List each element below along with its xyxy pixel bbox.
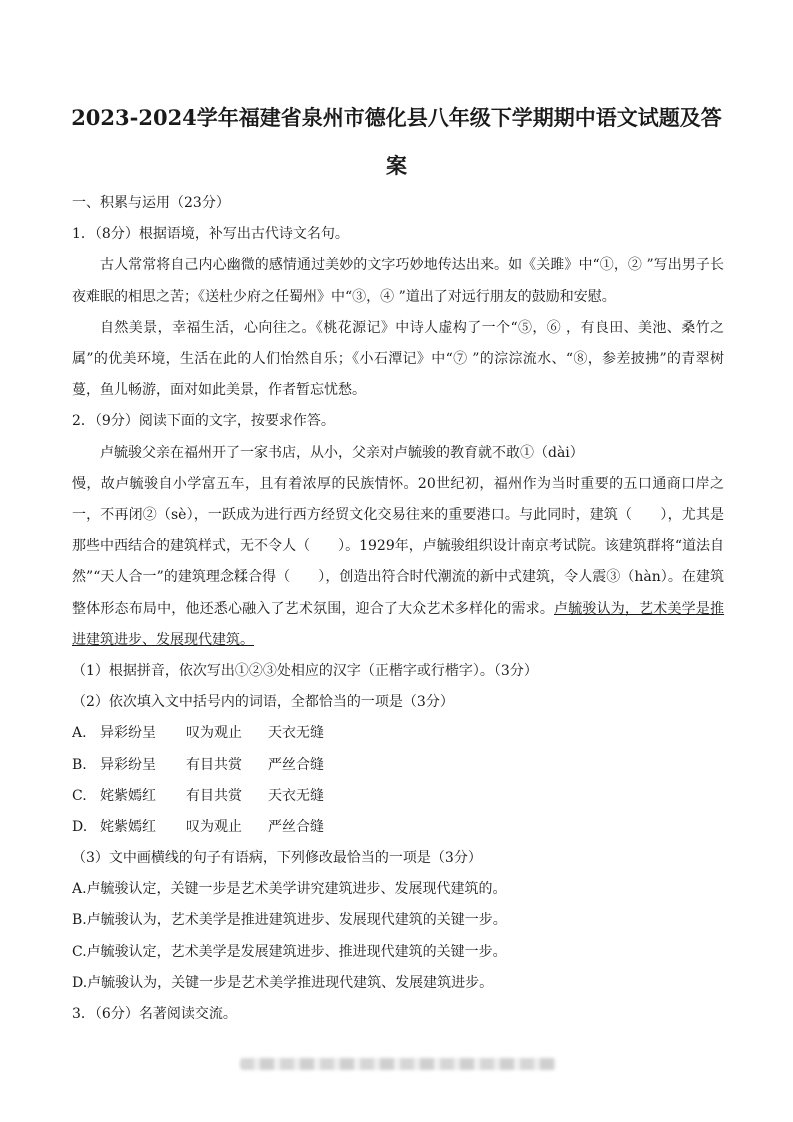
option-word: 有目共赏 [186, 756, 242, 773]
sub-question-1: （1）根据拼音，依次写出①②③处相应的汉字（正楷字或行楷字）。（3分） [72, 662, 538, 679]
option-word: 异彩纷呈 [100, 725, 156, 742]
option-d [72, 812, 724, 843]
option-3c: C.卢毓骏认定，艺术美学是发展建筑进步、推进现代建筑的关键一步。 [72, 943, 507, 960]
question-2-heading: 2．（9分）阅读下面的文字，按要求作答。 [72, 413, 335, 430]
option-word: 严丝合缝 [268, 818, 324, 835]
option-letter: B. [72, 756, 87, 773]
option-b [72, 750, 724, 781]
title-line-2: 案 [386, 153, 407, 178]
question-3-heading: 3．（6分）名著阅读交流。 [72, 1006, 237, 1023]
option-letter: C. [72, 787, 87, 804]
title-line-1: 2023-2024学年福建省泉州市德化县八年级下学期期中语文试题及答 [71, 105, 722, 130]
option-word: 姹紫嫣红 [100, 787, 156, 804]
option-3d: D.卢毓骏认为，关键一步是艺术美学推进现代建筑、发展建筑进步。 [72, 974, 494, 991]
passage-first-line: 卢毓骏父亲在福州开了一家书店，从小，父亲对卢毓骏的教育就不敢①（dài） [100, 444, 584, 461]
option-word: 姹紫嫣红 [100, 818, 156, 835]
option-letter: D. [72, 818, 88, 835]
option-word: 天衣无缝 [268, 787, 324, 804]
question-1-paragraph-2: 自然美景，幸福生活，心向往之。《桃花源记》中诗人虚构了一个“⑤，⑥ ，有良田、美池、桑竹之属”的优美环境，生活在此的人们怡然自乐；《小石潭记》中“⑦ ”的淙淙流水、“⑧，参差披拂”的青翠树蔓，鱼儿畅游，面对如此美景，作者暂忘忧愁。 [72, 319, 724, 399]
option-c [72, 781, 724, 812]
document-body [72, 188, 724, 1030]
document-title [60, 94, 733, 190]
option-word: 天衣无缝 [268, 725, 324, 742]
option-word: 叹为观止 [186, 725, 242, 742]
sub-question-3: （3）文中画横线的句子有语病，下列修改最恰当的一项是（3分） [72, 850, 482, 867]
question-1-paragraph-1: 古人常常将自己内心幽微的感情通过美妙的文字巧妙地传达出来。如《关雎》中“①，② ”写出男子长夜难眠的相思之苦；《送杜少府之任蜀州》中“③，④ ”道出了对远行朋友的鼓励和安慰。 [72, 257, 724, 305]
sub-question-2: （2）依次填入文中括号内的词语，全都恰当的一项是（3分） [72, 694, 454, 711]
option-letter: A. [72, 725, 87, 742]
option-3b: B.卢毓骏认为，艺术美学是推进建筑进步、发展现代建筑的关键一步。 [72, 912, 507, 929]
option-a [72, 718, 724, 749]
blurred-footer-watermark [240, 1058, 556, 1070]
option-word: 有目共赏 [186, 787, 242, 804]
option-word: 异彩纷呈 [100, 756, 156, 773]
option-word: 叹为观止 [186, 818, 242, 835]
passage-text: 慢，故卢毓骏自小学富五车，且有着浓厚的民族情怀。20世纪初，福州作为当时重要的五口通商口岸之一，不再闭②（sè），一跃成为进行西方经贸文化交易往来的重要港口。与此同时，建筑（ ），尤其是那些中西结合的建筑样式，无不令人（ ）。1929年，卢毓骏组织设计南京考试院。该建筑群将“道法自然”“天人合一”的建筑理念糅合得（ ），创造出符合时代潮流的新中式建筑，令人震③（hàn）。在建筑整体形态布局中，他还悉心融入了艺术氛围，迎合了大众艺术多样化的需求。 [72, 475, 724, 617]
option-3a: A.卢毓骏认定，关键一步是艺术美学讲究建筑进步、发展现代建筑的。 [72, 881, 507, 898]
option-word: 严丝合缝 [268, 756, 324, 773]
section-heading: 一、积累与运用（23分） [72, 195, 230, 211]
question-1-heading: 1．（8分）根据语境，补写出古代诗文名句。 [72, 226, 349, 243]
underlined-sentence: 卢毓骏认为，艺术美学是推进建筑进步、发展现代建筑。 [72, 600, 725, 648]
passage-body [72, 469, 724, 656]
